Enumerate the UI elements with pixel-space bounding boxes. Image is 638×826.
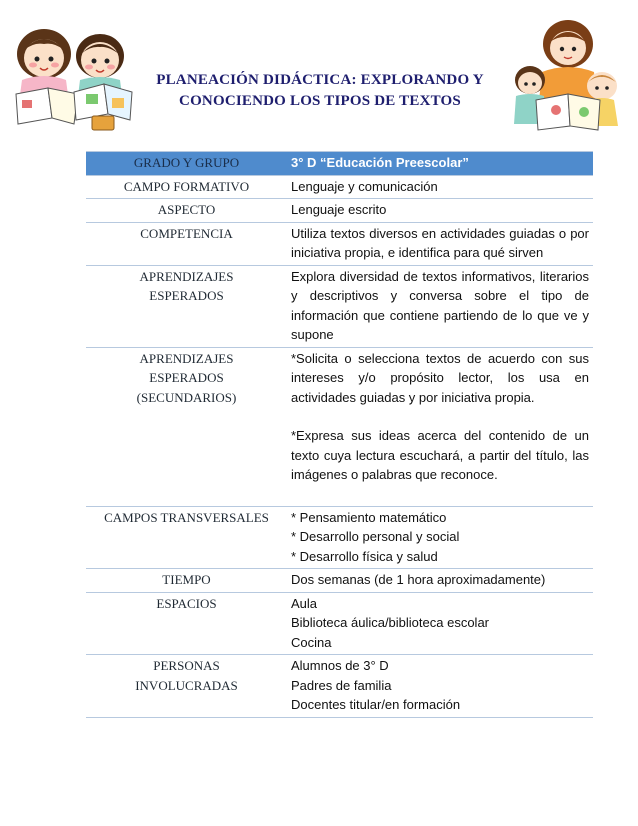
label-aspecto: ASPECTO <box>86 199 287 223</box>
secundarios-paragraph-1: *Solicita o selecciona textos de acuerdo con sus intereses y/o propósito lector, los usa en actividades guiadas y por iniciativa propia. <box>291 350 589 405</box>
row-aprendizajes-secundarios <box>86 347 593 506</box>
label-personas-line-1: PERSONAS <box>153 658 220 673</box>
row-personas <box>86 655 593 718</box>
transversal-item: * Desarrollo personal y social <box>291 529 460 544</box>
row-campo-formativo <box>86 175 593 199</box>
label-aprendizajes-secundarios <box>86 347 287 506</box>
row-aprendizajes <box>86 265 593 347</box>
title-line-1: PLANEACIÓN DIDÁCTICA: EXPLORANDO Y <box>156 72 484 88</box>
planning-table <box>86 151 593 718</box>
value-grado: 3° D “Educación Preescolar” <box>287 152 593 176</box>
label-espacios: ESPACIOS <box>86 592 287 655</box>
label-tiempo: TIEMPO <box>86 569 287 593</box>
row-espacios <box>86 592 593 655</box>
label-aprendizajes-line-2: ESPERADOS <box>149 288 224 303</box>
persona-item: Padres de familia <box>291 677 392 693</box>
document-title <box>140 70 500 112</box>
row-aspecto <box>86 199 593 223</box>
value-aprendizajes-secundarios <box>287 347 593 506</box>
value-competencia: Utiliza textos diversos en actividades guiadas o por iniciativa propia, e identifica para qué sirven <box>287 222 593 265</box>
value-campos-transversales <box>287 506 593 569</box>
title-line-2: CONOCIENDO LOS TIPOS DE TEXTOS <box>179 93 461 109</box>
row-tiempo <box>86 569 593 593</box>
family-reading-illustration <box>506 14 630 136</box>
label-competencia: COMPETENCIA <box>86 222 287 265</box>
secundarios-paragraph-2: *Expresa sus ideas acerca del contenido de un texto cuya lectura escuchará, a partir del título, las imágenes o palabras que reconoce. <box>291 428 589 482</box>
label-grado: GRADO Y GRUPO <box>86 152 287 176</box>
espacio-item: Aula <box>291 595 318 611</box>
label-campo-formativo: CAMPO FORMATIVO <box>86 175 287 199</box>
persona-item: Alumnos de 3° D <box>291 658 389 673</box>
value-aspecto: Lenguaje escrito <box>287 199 593 223</box>
transversal-item: * Desarrollo física y salud <box>291 548 438 564</box>
label-secundarios-line-1: APRENDIZAJES <box>139 350 234 366</box>
row-campos-transversales <box>86 506 593 569</box>
espacio-item: Cocina <box>291 634 332 650</box>
label-aprendizajes <box>86 265 287 347</box>
label-aprendizajes-line-1: APRENDIZAJES <box>139 268 234 284</box>
value-espacios <box>287 592 593 655</box>
value-campo-formativo: Lenguaje y comunicación <box>287 175 593 199</box>
persona-item: Docentes titular/en formación <box>291 697 461 712</box>
row-grado <box>86 152 593 176</box>
value-personas <box>287 655 593 718</box>
label-personas <box>86 655 287 718</box>
label-campos-transversales: CAMPOS TRANSVERSALES <box>86 506 287 569</box>
value-aprendizajes: Explora diversidad de textos informativos, literarios y descriptivos y conversa sobre el tipo de información que contiene partiendo de lo que ve y supone <box>287 265 593 347</box>
value-tiempo: Dos semanas (de 1 hora aproximadamente) <box>287 569 593 593</box>
row-competencia <box>86 222 593 265</box>
children-reading-illustration <box>8 14 138 132</box>
label-personas-line-2: INVOLUCRADAS <box>135 677 238 693</box>
label-secundarios-line-2: ESPERADOS <box>149 370 224 385</box>
label-secundarios-line-3: (SECUNDARIOS) <box>136 389 237 405</box>
espacio-item: Biblioteca áulica/biblioteca escolar <box>291 615 490 630</box>
transversal-item: * Pensamiento matemático <box>291 509 447 525</box>
